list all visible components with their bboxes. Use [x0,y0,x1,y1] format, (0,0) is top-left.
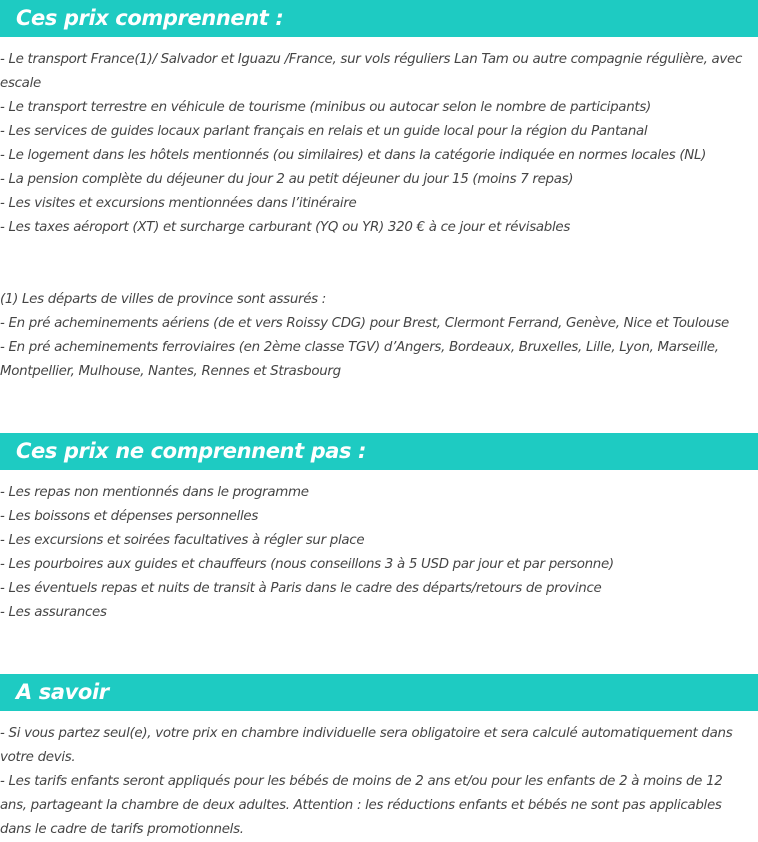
list-item: - En pré acheminements ferroviaires (en 2ème classe TGV) d’Angers, Bordeaux, Bruxelles, Lille, Lyon, Marseille, Montpellier, Mulhouse, Nantes, Rennes et Strasbourg [0,340,719,379]
section-title-excluded: Ces prix ne comprennent pas : [0,433,758,470]
list-item: - La pension complète du déjeuner du jour 2 au petit déjeuner du jour 15 (moins 7 repas) [0,172,574,187]
departure-note-heading: (1) Les départs de villes de province sont assurés : [0,292,327,307]
departure-note [0,288,752,384]
list-item: - Les taxes aéroport (XT) et surcharge carburant (YQ ou YR) 320 € à ce jour et révisables [0,220,571,235]
list-item: - Les assurances [0,605,107,620]
list-item: - En pré acheminements aériens (de et vers Roissy CDG) pour Brest, Clermont Ferrand, Genève, Nice et Toulouse [0,316,729,331]
list-item: - Les boissons et dépenses personnelles [0,509,259,524]
list-item: - Le transport terrestre en véhicule de tourisme (minibus ou autocar selon le nombre de participants) [0,100,651,115]
list-item: - Les excursions et soirées facultatives à régler sur place [0,533,365,548]
list-item: - Le transport France(1)/ Salvador et Iguazu /France, sur vols réguliers Lan Tam ou autre compagnie régulière, avec escale [0,52,743,91]
list-item: - Si vous partez seul(e), votre prix en chambre individuelle sera obligatoire et sera calculé automatiquement dans votre devis. [0,726,733,765]
list-item: - Les visites et excursions mentionnées dans l’itinéraire [0,196,357,211]
list-item: - Les éventuels repas et nuits de transit à Paris dans le cadre des départs/retours de province [0,581,602,596]
list-item: - Les repas non mentionnés dans le programme [0,485,309,500]
list-item: - Le logement dans les hôtels mentionnés (ou similaires) et dans la catégorie indiquée en normes locales (NL) [0,148,707,163]
info-list [0,722,752,842]
excluded-list [0,481,752,625]
list-item: - Les pourboires aux guides et chauffeurs (nous conseillons 3 à 5 USD par jour et par personne) [0,557,614,572]
list-item: - Les tarifs enfants seront appliqués pour les bébés de moins de 2 ans et/ou pour les enfants de 2 à moins de 12 ans, partageant la chambre de deux adultes. Attention : les réductions enfants et bébés ne sont pas applicables dans le cadre de tarifs promotionnels. [0,774,723,837]
section-title-included: Ces prix comprennent : [0,0,758,37]
section-title-info: A savoir [0,674,758,711]
list-item: - Les services de guides locaux parlant français en relais et un guide local pour la région du Pantanal [0,124,648,139]
included-list [0,48,752,240]
